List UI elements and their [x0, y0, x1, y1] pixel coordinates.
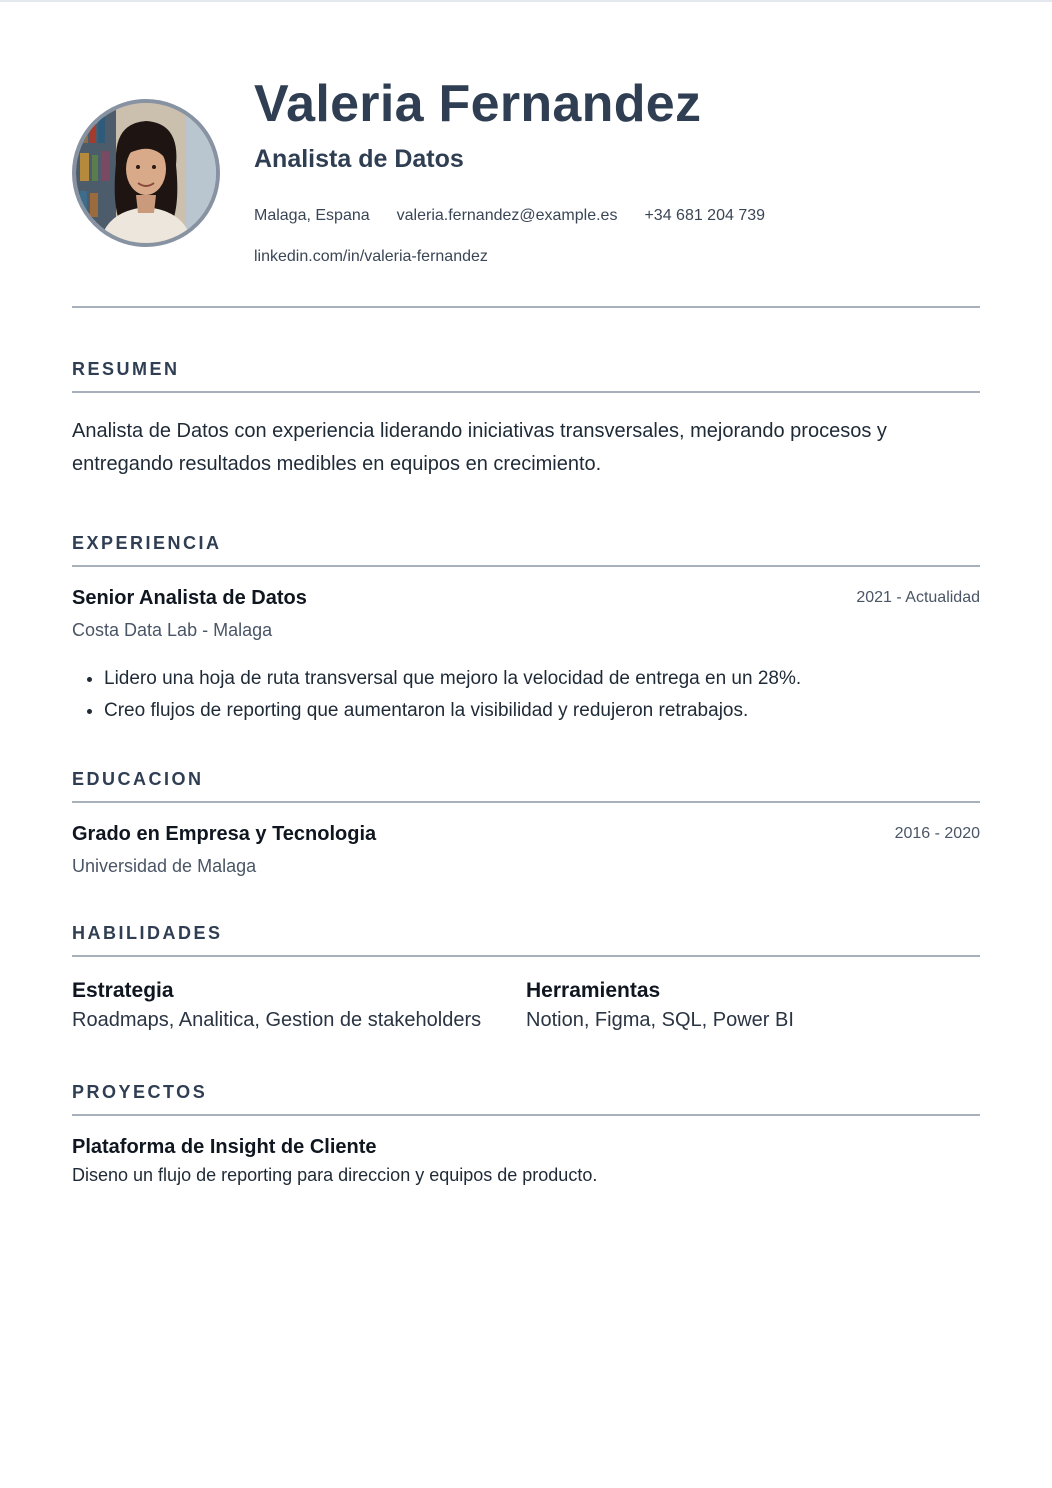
candidate-name: Valeria Fernandez [254, 75, 702, 133]
skill-group-list: Roadmaps, Analitica, Gestion de stakeholders [72, 1009, 482, 1031]
section-title-skills: HABILIDADES [72, 923, 980, 957]
contact-email[interactable]: valeria.fernandez@example.es [396, 207, 618, 224]
contact-phone[interactable]: +34 681 204 739 [644, 207, 766, 224]
job-bullets [72, 663, 980, 727]
skill-group [72, 979, 526, 1032]
education-entry [72, 823, 980, 877]
resume-page [72, 0, 980, 1186]
section-title-summary: RESUMEN [72, 359, 980, 393]
job-title: Senior Analista de Datos [72, 587, 307, 609]
skill-group-name: Estrategia [72, 979, 174, 1002]
contact-location: Malaga, Espana [254, 207, 370, 224]
summary-text: Analista de Datos con experiencia liderando iniciativas transversales, mejorando procesos y entregando resultados medibles en equipos en crecimiento. [72, 420, 887, 475]
education-section [72, 769, 980, 877]
project-description: Diseno un flujo de reporting para direccion y equipos de producto. [72, 1165, 598, 1185]
section-title-education: EDUCACION [72, 769, 980, 803]
contact-linkedin[interactable]: linkedin.com/in/valeria-fernandez [254, 248, 488, 265]
summary-section [72, 359, 980, 481]
contact-row [254, 207, 765, 225]
resume-header [72, 0, 980, 308]
list-item: • Lidero una hoja de ruta transversal que mejoro la velocidad de entrega en un 28%. [104, 663, 980, 695]
experience-entry [72, 587, 980, 727]
experience-section [72, 533, 980, 727]
job-company: Costa Data Lab - Malaga [72, 620, 273, 640]
section-title-projects: PROYECTOS [72, 1082, 980, 1116]
section-title-experience: EXPERIENCIA [72, 533, 980, 567]
projects-section [72, 1082, 980, 1186]
skills-section [72, 923, 980, 1032]
project-entry [72, 1136, 980, 1186]
skills-grid [72, 979, 980, 1032]
avatar [72, 99, 220, 247]
school-name: Universidad de Malaga [72, 856, 257, 876]
skill-group [526, 979, 980, 1032]
degree-dates: 2016 - 2020 [894, 825, 980, 842]
candidate-role: Analista de Datos [254, 145, 464, 173]
job-dates: 2021 - Actualidad [856, 589, 980, 606]
skill-group-list: Notion, Figma, SQL, Power BI [526, 1009, 794, 1031]
skill-group-name: Herramientas [526, 979, 661, 1002]
list-item: • Creo flujos de reporting que aumentaron la visibilidad y redujeron retrabajos. [104, 695, 980, 727]
profile-photo-icon [76, 103, 216, 243]
degree-title: Grado en Empresa y Tecnologia [72, 823, 377, 845]
project-name: Plataforma de Insight de Cliente [72, 1136, 377, 1158]
